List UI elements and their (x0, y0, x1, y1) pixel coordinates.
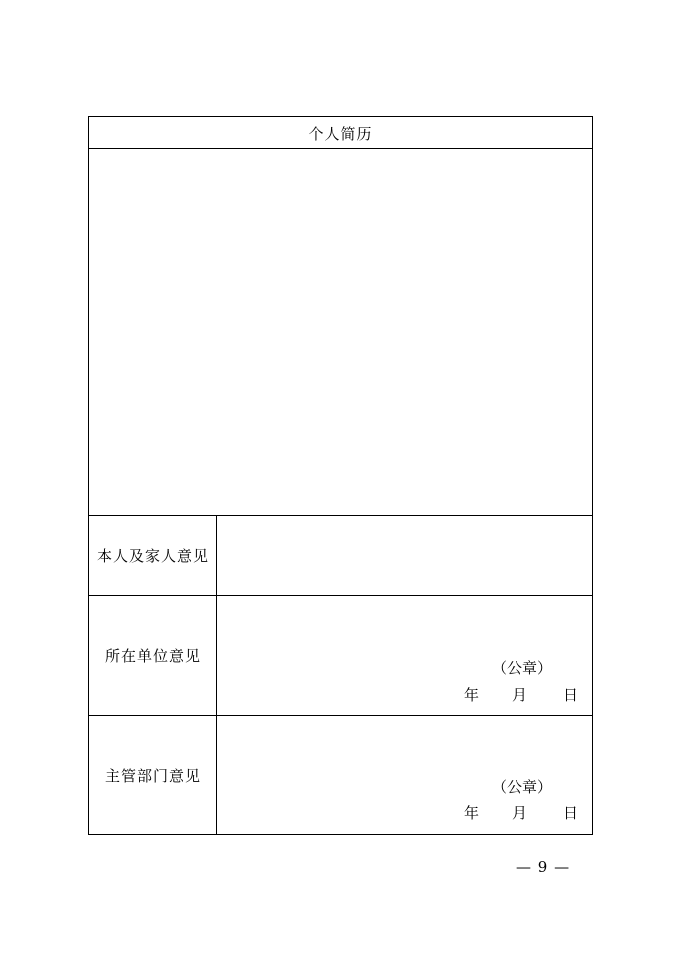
date-day-label: 日 (563, 686, 579, 704)
date-year-label: 年 (464, 686, 480, 704)
self-family-opinion-field[interactable] (217, 516, 592, 595)
application-form-table (88, 116, 593, 835)
official-seal-label: （公章） (492, 778, 553, 796)
supervisor-opinion-field[interactable] (217, 716, 592, 834)
page-number: — 9 — (516, 858, 571, 876)
resume-title: 个人简历 (308, 124, 373, 143)
resume-content-area[interactable] (89, 149, 592, 515)
self-family-opinion-label: 本人及家人意见 (96, 547, 209, 565)
date-day-label: 日 (563, 804, 579, 822)
date-month-label: 月 (512, 804, 528, 822)
unit-opinion-field[interactable] (217, 596, 592, 715)
unit-opinion-label: 所在单位意见 (104, 647, 201, 665)
supervisor-opinion-label: 主管部门意见 (104, 766, 201, 785)
official-seal-label: （公章） (492, 659, 553, 677)
date-year-label: 年 (464, 804, 480, 822)
column-divider (216, 515, 217, 834)
date-month-label: 月 (512, 686, 528, 704)
